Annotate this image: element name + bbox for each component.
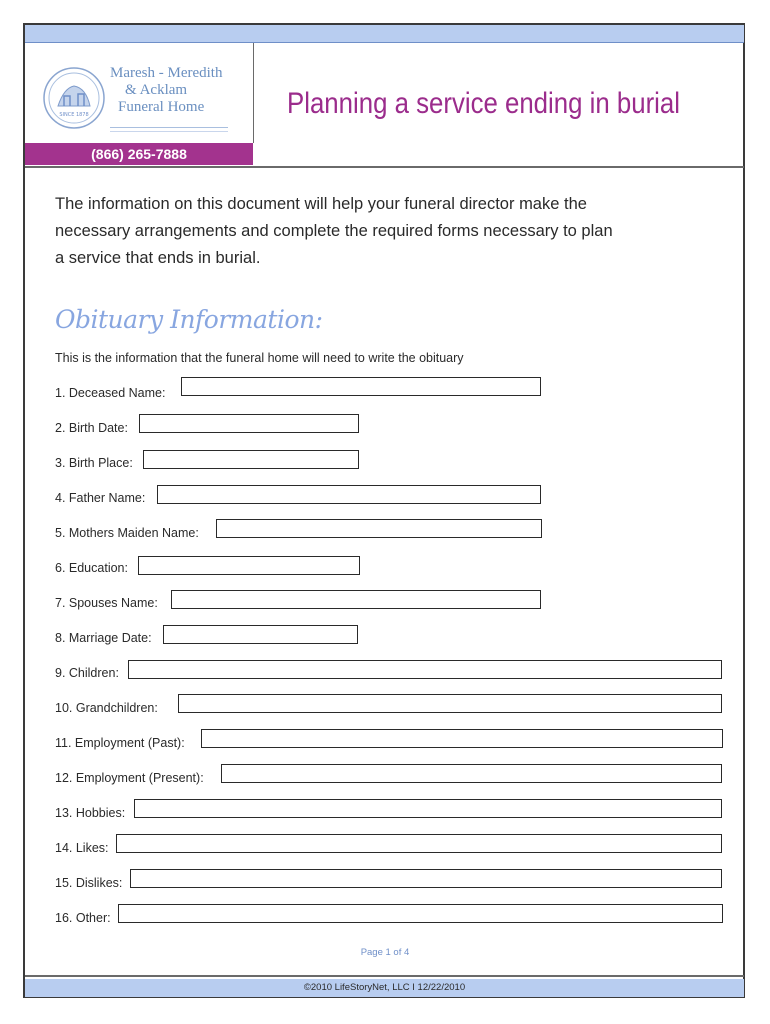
dislikes-field[interactable] — [130, 869, 722, 888]
field-label-deceased-name: 1. Deceased Name: — [55, 386, 166, 400]
employment-present-field[interactable] — [221, 764, 722, 783]
deceased-name-field[interactable] — [181, 377, 541, 396]
top-color-bar — [25, 25, 744, 43]
intro-line-2: necessary arrangements and complete the required forms necessary to plan — [55, 222, 613, 240]
birth-date-field[interactable] — [139, 414, 359, 433]
employment-past-field[interactable] — [201, 729, 723, 748]
birth-place-field[interactable] — [143, 450, 359, 469]
section-subtitle: This is the information that the funeral home will need to write the obituary — [55, 351, 464, 365]
field-label-birth-place: 3. Birth Place: — [55, 456, 133, 470]
marriage-date-field[interactable] — [163, 625, 358, 644]
footer-copyright: ©2010 LifeStoryNet, LLC I 12/22/2010 — [25, 979, 744, 997]
document-header — [25, 43, 744, 168]
logo-divider-secondary — [110, 131, 228, 132]
footer-divider — [25, 975, 744, 977]
hobbies-field[interactable] — [134, 799, 722, 818]
intro-line-1: The information on this document will help your funeral director make the — [55, 195, 587, 213]
field-label-hobbies: 13. Hobbies: — [55, 806, 126, 820]
children-field[interactable] — [128, 660, 722, 679]
field-label-dislikes: 15. Dislikes: — [55, 876, 123, 890]
page-title: Planning a service ending in burial — [287, 87, 680, 120]
logo-line-3: Funeral Home — [118, 99, 205, 115]
intro-paragraph — [55, 191, 695, 272]
page-number: Page 1 of 4 — [360, 947, 410, 958]
grandchildren-field[interactable] — [178, 694, 722, 713]
field-label-education: 6. Education: — [55, 561, 128, 575]
spouses-name-field[interactable] — [171, 590, 541, 609]
field-label-birth-date: 2. Birth Date: — [55, 421, 128, 435]
seal-icon — [42, 66, 106, 130]
field-label-likes: 14. Likes: — [55, 841, 109, 855]
phone-number: (866) 265-7888 — [25, 143, 253, 165]
intro-line-3: a service that ends in burial. — [55, 249, 261, 267]
father-name-field[interactable] — [157, 485, 541, 504]
field-label-father-name: 4. Father Name: — [55, 491, 146, 505]
field-label-employment-past: 11. Employment (Past): — [55, 736, 185, 750]
field-label-spouses-name: 7. Spouses Name: — [55, 596, 158, 610]
field-label-mothers-maiden-name: 5. Mothers Maiden Name: — [55, 526, 199, 540]
likes-field[interactable] — [116, 834, 722, 853]
field-label-other: 16. Other: — [55, 911, 111, 925]
logo-divider — [110, 127, 228, 128]
logo-line-1: Maresh - Meredith — [110, 65, 223, 81]
seal-text: SINCE 1878 — [59, 112, 89, 118]
field-label-marriage-date: 8. Marriage Date: — [55, 631, 152, 645]
education-field[interactable] — [138, 556, 360, 575]
other-field[interactable] — [118, 904, 723, 923]
field-label-children: 9. Children: — [55, 666, 119, 680]
logo-line-2: & Acklam — [125, 82, 188, 98]
mothers-maiden-name-field[interactable] — [216, 519, 542, 538]
field-label-employment-present: 12. Employment (Present): — [55, 771, 204, 785]
funeral-home-logo — [25, 43, 254, 143]
logo-wordmark — [110, 65, 222, 116]
field-label-grandchildren: 10. Grandchildren: — [55, 701, 158, 715]
section-title: Obituary Information: — [55, 305, 323, 334]
